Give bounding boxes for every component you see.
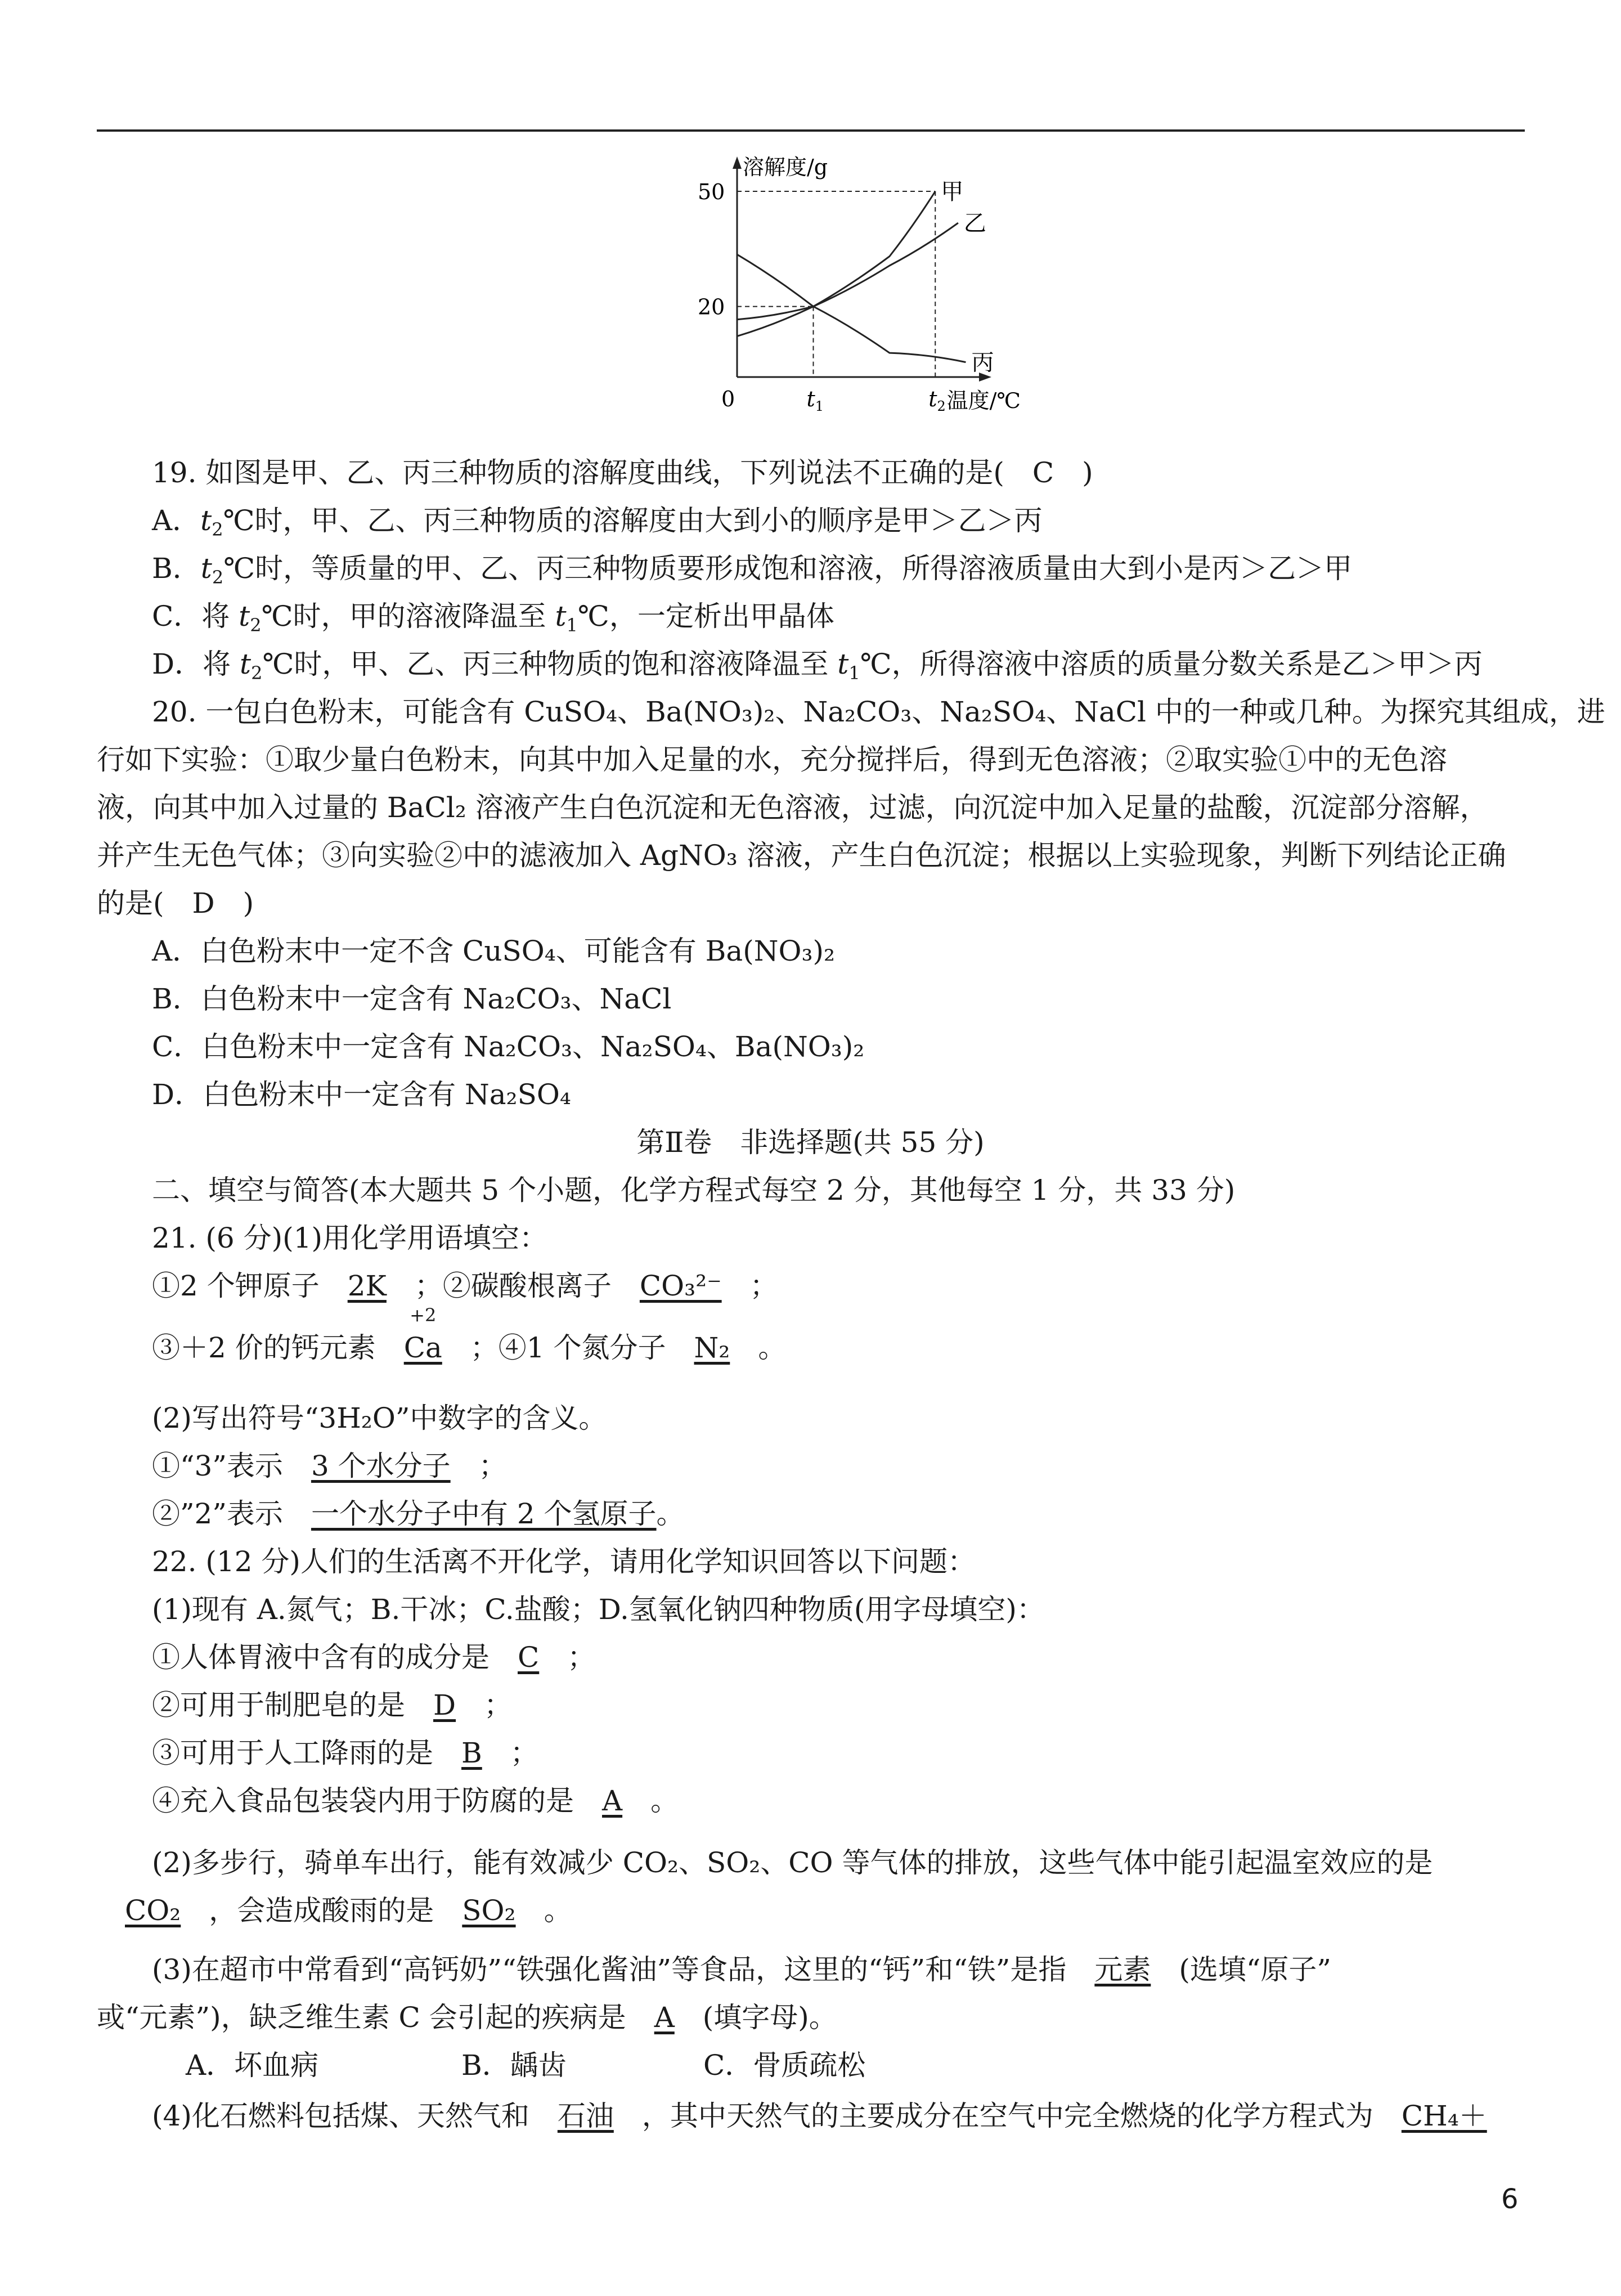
q19-option-a: A．$t_2℃$时，甲、乙、丙三种物质的溶解度由大到小的顺序是甲＞乙＞丙 [152, 504, 1043, 540]
q22-item-2: ②可用于制肥皂的是 D ； [152, 1689, 513, 1721]
q21-stem: 21. (6 分)(1)用化学用语填空： [152, 1222, 547, 1254]
q20-line-1: 20. 一包白色粉末，可能含有 CuSO₄、Ba(NO₃)₂、Na₂CO₃、Na₂SO₄、NaCl 中的一种或几种。为探究其组成，进 [152, 696, 1605, 728]
q21-line-3: ①“3”表示 3 个水分子 ； [152, 1450, 507, 1482]
q22-part-1: (1)现有 A.氮气；B.干冰；C.盐酸；D.氢氧化钠四种物质(用字母填空)： [152, 1593, 1045, 1626]
q20-option-c: C．白色粉末中一定含有 Na₂CO₃、Na₂SO₄、Ba(NO₃)₂ [152, 1030, 865, 1063]
q22-part-3-cont: 或“元素”)，缺乏维生素 C 会引起的疾病是 A (填字母)。 [97, 2001, 837, 2034]
q20-line-4: 并产生无色气体；③向实验②中的滤液加入 AgNO₃ 溶液，产生白色沉淀；根据以上实验现象，判断下列结论正确 [97, 839, 1506, 872]
q21-line-4: ②”2”表示 一个水分子中有 2 个氢原子。 [152, 1497, 685, 1530]
series-label-1: 甲 [941, 179, 964, 205]
q20-option-b: B．白色粉末中一定含有 Na₂CO₃、NaCl [152, 983, 672, 1015]
section-title: 第Ⅱ卷 非选择题(共 55 分) [636, 1126, 985, 1159]
y-axis-label: 溶解度/g [743, 155, 828, 180]
q21-part-2: (2)写出符号“3H₂O”中数字的含义。 [152, 1402, 607, 1434]
y-axis-arrow [733, 156, 742, 169]
q22-item-1: ①人体胃液中含有的成分是 C ； [152, 1641, 596, 1674]
q22-option-b: B．龋齿 [461, 2049, 567, 2082]
q22-item-4: ④充入食品包装袋内用于防腐的是 A 。 [152, 1784, 679, 1817]
q22-item-3: ③可用于人工降雨的是 B ； [152, 1737, 538, 1769]
q21-line-2: ③＋2 价的钙元素 +2 Ca ；④1 个氮分子 N₂ 。 [152, 1304, 787, 1364]
y-tick-20: 20 [698, 294, 725, 320]
q19-option-c: C．将 $t_2℃$时，甲的溶液降温至 $t_1℃$，一定析出甲晶体 [152, 600, 834, 636]
q20-line-3: 液，向其中加入过量的 BaCl₂ 溶液产生白色沉淀和无色溶液，过滤，向沉淀中加入足量的盐酸，沉淀部分溶解， [97, 791, 1488, 824]
curve-1 [737, 191, 935, 336]
origin-label: 0 [721, 387, 735, 411]
q22-option-a: A．坏血病 [186, 2049, 319, 2082]
q22-option-c: C．骨质疏松 [703, 2049, 866, 2082]
q19-option-d: D．将 $t_2℃$时，甲、乙、丙三种物质的饱和溶液降温至 $t_1℃$，所得溶液中溶质的质量分数关系是乙＞甲＞丙 [152, 648, 1483, 684]
series-label-3: 丙 [971, 349, 994, 376]
part-two-heading: 二、填空与简答(本大题共 5 个小题，化学方程式每空 2 分，其他每空 1 分，共 33 分) [152, 1174, 1236, 1207]
chart-curves [737, 191, 966, 362]
q20-line-2: 行如下实验：①取少量白色粉末，向其中加入足量的水，充分搅拌后，得到无色溶液；②取实验①中的无色溶 [97, 743, 1447, 776]
q20-option-d: D．白色粉末中一定含有 Na₂SO₄ [152, 1078, 571, 1111]
x-tick-1: $t_1$ [806, 387, 824, 414]
curve-2 [737, 223, 958, 320]
page-number: 6 [1501, 2183, 1519, 2215]
q22-part-4: (4)化石燃料包括煤、天然气和 石油 ，其中天然气的主要成分在空气中完全燃烧的化学方程式为 CH₄＋ [152, 2100, 1487, 2132]
curve-3 [737, 254, 966, 362]
q22-stem: 22. (12 分)人们的生活离不开化学，请用化学知识回答以下问题： [152, 1545, 976, 1578]
q19-stem: 19. 如图是甲、乙、丙三种物质的溶解度曲线，下列说法不正确的是( C ) [152, 456, 1093, 489]
q20-option-a: A．白色粉末中一定不含 CuSO₄、可能含有 Ba(NO₃)₂ [152, 935, 836, 967]
series-label-2: 乙 [963, 210, 986, 237]
q21-line-1: ①2 个钾原子 2K ；②碳酸根离子 CO₃²⁻ ； [152, 1270, 778, 1302]
q22-part-2-cont: CO₂ ，会造成酸雨的是 SO₂ 。 [125, 1894, 572, 1927]
x-tick-2: $t_2$ [928, 387, 946, 414]
q22-part-3: (3)在超市中常看到“高钙奶”“铁强化酱油”等食品，这里的“钙”和“铁”是指 元素 (选填“原子” [152, 1953, 1331, 1986]
q22-part-2: (2)多步行，骑单车出行，能有效减少 CO₂、SO₂、CO 等气体的排放，这些气体中能引起温室效应的是 [152, 1846, 1433, 1879]
y-tick-50: 50 [698, 180, 725, 204]
q19-option-b: B．$t_2℃$时，等质量的甲、乙、丙三种物质要形成饱和溶液，所得溶液质量由大到小是丙＞乙＞甲 [152, 552, 1353, 588]
solubility-chart [664, 152, 1021, 416]
x-axis-label: 温度/℃ [946, 388, 1021, 413]
top-rule [97, 129, 1525, 132]
q20-line-5: 的是( D ) [97, 887, 254, 920]
